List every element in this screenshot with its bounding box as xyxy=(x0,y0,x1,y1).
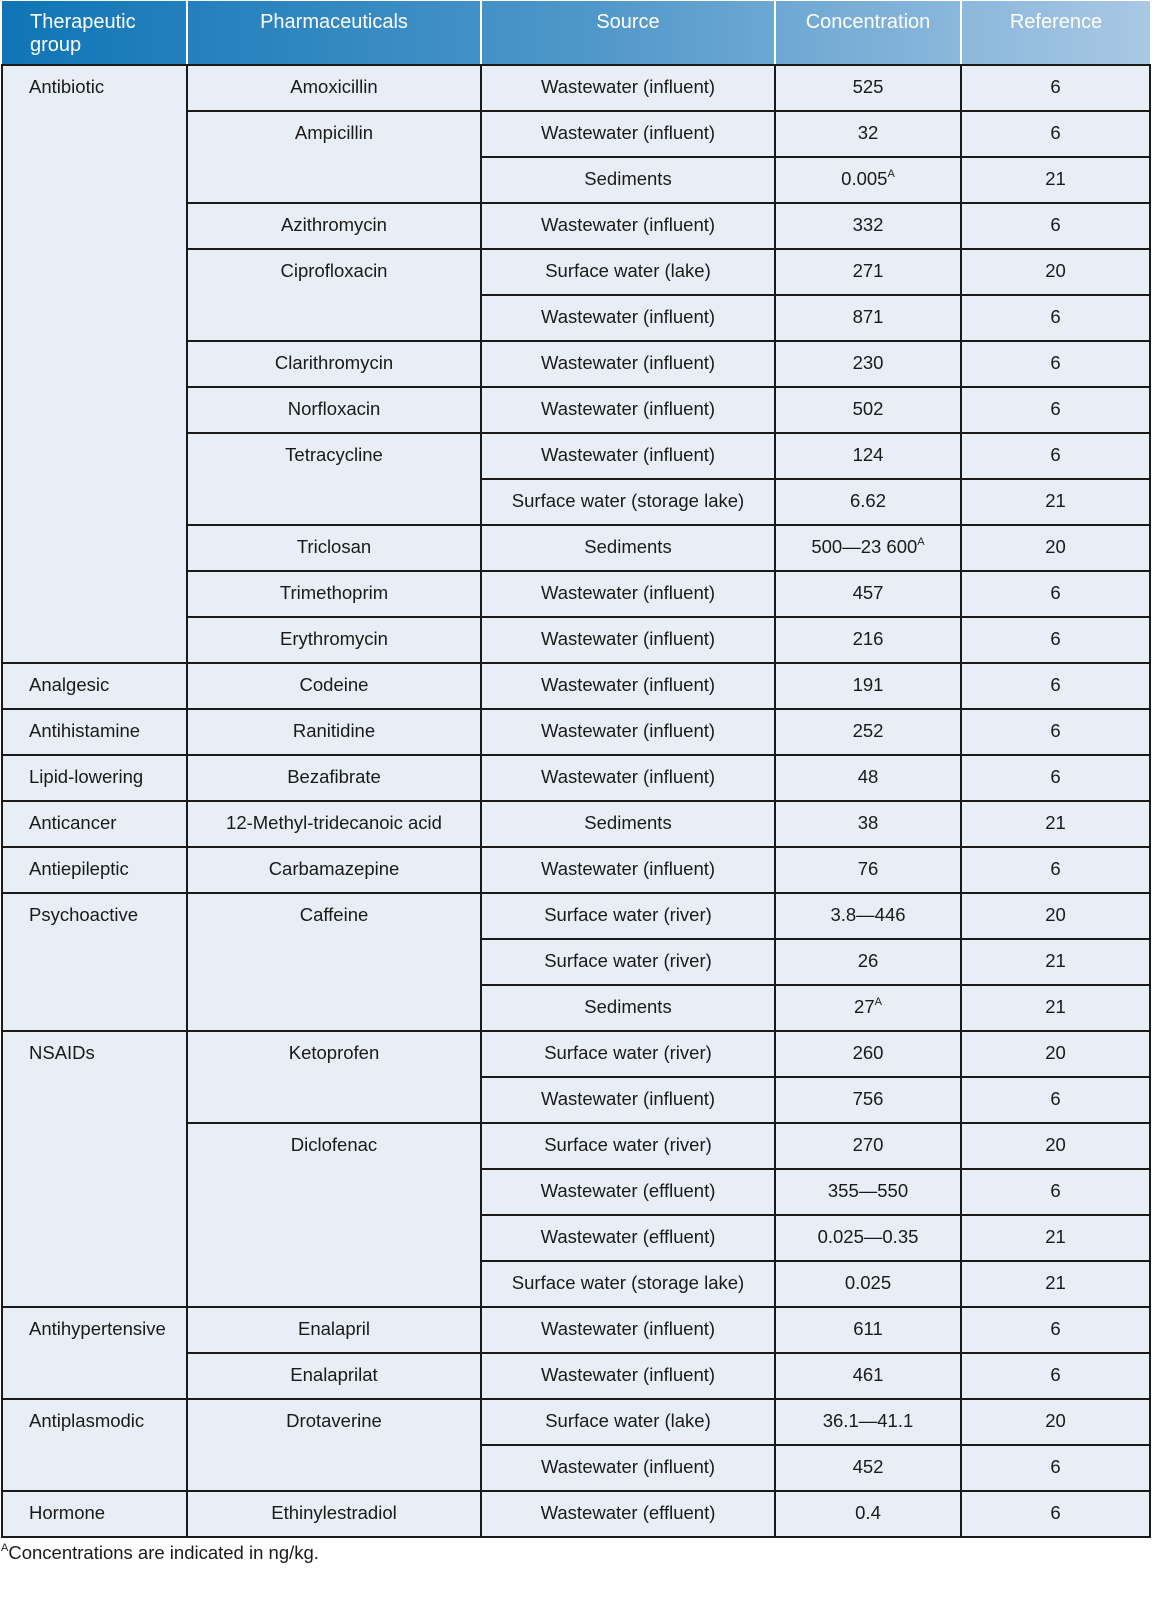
pharmaceutical-cell: Triclosan xyxy=(187,525,481,571)
header-group-line2: group xyxy=(30,34,82,56)
source-cell: Sediments xyxy=(481,157,775,203)
source-cell: Wastewater (influent) xyxy=(481,571,775,617)
source-cell: Wastewater (influent) xyxy=(481,203,775,249)
source-cell: Surface water (lake) xyxy=(481,249,775,295)
concentration-cell: 0.4 xyxy=(775,1491,961,1537)
source-cell: Surface water (storage lake) xyxy=(481,479,775,525)
table-row xyxy=(2,1491,1150,1537)
reference-cell: 21 xyxy=(961,939,1150,985)
pharmaceutical-cell: Ampicillin xyxy=(187,111,481,203)
reference-cell: 6 xyxy=(961,1307,1150,1353)
footnote-marker-sup: A xyxy=(917,536,925,548)
reference-cell: 20 xyxy=(961,525,1150,571)
source-cell: Wastewater (influent) xyxy=(481,65,775,111)
reference-cell: 6 xyxy=(961,847,1150,893)
concentration-cell: 525 xyxy=(775,65,961,111)
source-cell: Sediments xyxy=(481,985,775,1031)
table-row xyxy=(2,755,1150,801)
concentration-cell: 756 xyxy=(775,1077,961,1123)
therapeutic-group-cell: Antihistamine xyxy=(2,709,187,755)
reference-cell: 6 xyxy=(961,387,1150,433)
therapeutic-group-cell: Psychoactive xyxy=(2,893,187,1031)
therapeutic-group-cell: Antibiotic xyxy=(2,65,187,663)
source-cell: Wastewater (influent) xyxy=(481,111,775,157)
pharmaceutical-cell: Drotaverine xyxy=(187,1399,481,1491)
table-row xyxy=(2,893,1150,939)
pharmaceutical-cell: Clarithromycin xyxy=(187,341,481,387)
reference-cell: 21 xyxy=(961,801,1150,847)
pharmaceutical-cell: Ciprofloxacin xyxy=(187,249,481,341)
header-source: Source xyxy=(481,1,775,65)
pharmaceutical-cell: Ketoprofen xyxy=(187,1031,481,1123)
footnote-marker: A xyxy=(1,1542,9,1554)
concentration-cell: 216 xyxy=(775,617,961,663)
concentration-cell: 191 xyxy=(775,663,961,709)
reference-cell: 6 xyxy=(961,1077,1150,1123)
footnote-marker-sup: A xyxy=(887,168,895,180)
therapeutic-group-cell: NSAIDs xyxy=(2,1031,187,1307)
pharmaceutical-cell: Norfloxacin xyxy=(187,387,481,433)
concentration-cell: 260 xyxy=(775,1031,961,1077)
concentration-cell: 0.025—0.35 xyxy=(775,1215,961,1261)
pharmaceutical-cell: Trimethoprim xyxy=(187,571,481,617)
pharmaceutical-cell: Erythromycin xyxy=(187,617,481,663)
reference-cell: 6 xyxy=(961,709,1150,755)
concentration-cell: 500—23 $600^A$ xyxy=(775,525,961,571)
concentration-cell: 452 xyxy=(775,1445,961,1491)
source-cell: Wastewater (influent) xyxy=(481,1353,775,1399)
therapeutic-group-cell: Antihypertensive xyxy=(2,1307,187,1399)
reference-cell: 20 xyxy=(961,1031,1150,1077)
reference-cell: 6 xyxy=(961,433,1150,479)
header-reference: Reference xyxy=(961,1,1150,65)
pharmaceutical-cell: Codeine xyxy=(187,663,481,709)
source-cell: Wastewater (influent) xyxy=(481,847,775,893)
source-cell: Wastewater (effluent) xyxy=(481,1169,775,1215)
pharmaceuticals-table xyxy=(1,1,1151,1538)
reference-cell: 20 xyxy=(961,1399,1150,1445)
table-row xyxy=(2,709,1150,755)
footnote-marker-sup: A xyxy=(874,996,882,1008)
concentration-cell: 0.025 xyxy=(775,1261,961,1307)
therapeutic-group-cell: Antiplasmodic xyxy=(2,1399,187,1491)
reference-cell: 6 xyxy=(961,111,1150,157)
pharmaceutical-cell: Ethinylestradiol xyxy=(187,1491,481,1537)
pharmaceutical-cell: Enalapril xyxy=(187,1307,481,1353)
header-pharmaceuticals: Pharmaceuticals xyxy=(187,1,481,65)
header-concentration: Concentration xyxy=(775,1,961,65)
reference-cell: 6 xyxy=(961,65,1150,111)
pharmaceutical-cell: 12-Methyl-tridecanoic acid xyxy=(187,801,481,847)
pharmaceutical-cell: Tetracycline xyxy=(187,433,481,525)
table-row xyxy=(2,1307,1150,1353)
concentration-cell: 502 xyxy=(775,387,961,433)
reference-cell: 6 xyxy=(961,341,1150,387)
concentration-cell: 6.62 xyxy=(775,479,961,525)
table-row xyxy=(2,801,1150,847)
source-cell: Wastewater (influent) xyxy=(481,1307,775,1353)
table-row xyxy=(2,847,1150,893)
pharmaceutical-cell: Caffeine xyxy=(187,893,481,1031)
concentration-cell: 270 xyxy=(775,1123,961,1169)
source-cell: Wastewater (influent) xyxy=(481,1445,775,1491)
concentration-cell: 48 xyxy=(775,755,961,801)
concentration-cell: 3.8—446 xyxy=(775,893,961,939)
header-therapeutic-group xyxy=(2,1,187,65)
pharmaceutical-cell: Diclofenac xyxy=(187,1123,481,1307)
pharmaceutical-cell: Amoxicillin xyxy=(187,65,481,111)
source-cell: Wastewater (effluent) xyxy=(481,1491,775,1537)
footnote-text: Concentrations are indicated in ng/kg. xyxy=(8,1542,319,1563)
reference-cell: 6 xyxy=(961,1491,1150,1537)
pharmaceutical-cell: Enalaprilat xyxy=(187,1353,481,1399)
source-cell: Wastewater (influent) xyxy=(481,755,775,801)
concentration-cell: 124 xyxy=(775,433,961,479)
reference-cell: 20 xyxy=(961,893,1150,939)
pharmaceutical-cell: Azithromycin xyxy=(187,203,481,249)
concentration-cell: 32 xyxy=(775,111,961,157)
table-row xyxy=(2,1031,1150,1077)
pharmaceutical-cell: Bezafibrate xyxy=(187,755,481,801)
table-row xyxy=(2,65,1150,111)
source-cell: Wastewater (influent) xyxy=(481,433,775,479)
concentration-cell: 611 xyxy=(775,1307,961,1353)
source-cell: Wastewater (influent) xyxy=(481,709,775,755)
concentration-cell: 271 xyxy=(775,249,961,295)
therapeutic-group-cell: Antiepileptic xyxy=(2,847,187,893)
footnote xyxy=(1,1542,319,1564)
source-cell: Wastewater (influent) xyxy=(481,295,775,341)
reference-cell: 21 xyxy=(961,985,1150,1031)
reference-cell: 6 xyxy=(961,203,1150,249)
reference-cell: 20 xyxy=(961,249,1150,295)
table-row xyxy=(2,1399,1150,1445)
source-cell: Wastewater (influent) xyxy=(481,387,775,433)
source-cell: Wastewater (influent) xyxy=(481,341,775,387)
concentration-cell: 332 xyxy=(775,203,961,249)
source-cell: Wastewater (influent) xyxy=(481,1077,775,1123)
header-row xyxy=(2,1,1150,65)
concentration-cell: 252 xyxy=(775,709,961,755)
source-cell: Surface water (river) xyxy=(481,893,775,939)
concentration-cell: 355—550 xyxy=(775,1169,961,1215)
source-cell: Wastewater (influent) xyxy=(481,663,775,709)
reference-cell: 21 xyxy=(961,1215,1150,1261)
concentration-cell: 230 xyxy=(775,341,961,387)
pharmaceutical-cell: Carbamazepine xyxy=(187,847,481,893)
reference-cell: 6 xyxy=(961,1353,1150,1399)
concentration-cell: $27^A$ xyxy=(775,985,961,1031)
concentration-cell: 26 xyxy=(775,939,961,985)
source-cell: Surface water (storage lake) xyxy=(481,1261,775,1307)
source-cell: Wastewater (effluent) xyxy=(481,1215,775,1261)
reference-cell: 6 xyxy=(961,663,1150,709)
reference-cell: 21 xyxy=(961,1261,1150,1307)
reference-cell: 6 xyxy=(961,571,1150,617)
therapeutic-group-cell: Lipid-lowering xyxy=(2,755,187,801)
reference-cell: 6 xyxy=(961,1169,1150,1215)
source-cell: Wastewater (influent) xyxy=(481,617,775,663)
concentration-cell: 38 xyxy=(775,801,961,847)
source-cell: Sediments xyxy=(481,801,775,847)
therapeutic-group-cell: Hormone xyxy=(2,1491,187,1537)
concentration-cell: 461 xyxy=(775,1353,961,1399)
table-body xyxy=(2,65,1150,1537)
reference-cell: 21 xyxy=(961,157,1150,203)
reference-cell: 6 xyxy=(961,755,1150,801)
reference-cell: 6 xyxy=(961,617,1150,663)
source-cell: Surface water (lake) xyxy=(481,1399,775,1445)
source-cell: Surface water (river) xyxy=(481,939,775,985)
source-cell: Surface water (river) xyxy=(481,1031,775,1077)
therapeutic-group-cell: Analgesic xyxy=(2,663,187,709)
concentration-cell: 871 xyxy=(775,295,961,341)
concentration-cell: 457 xyxy=(775,571,961,617)
concentration-cell: 36.1—41.1 xyxy=(775,1399,961,1445)
header-group-line1: Therapeutic xyxy=(30,11,136,33)
pharmaceutical-cell: Ranitidine xyxy=(187,709,481,755)
reference-cell: 20 xyxy=(961,1123,1150,1169)
source-cell: Surface water (river) xyxy=(481,1123,775,1169)
concentration-cell: $0.005^A$ xyxy=(775,157,961,203)
table-row xyxy=(2,663,1150,709)
reference-cell: 6 xyxy=(961,295,1150,341)
source-cell: Sediments xyxy=(481,525,775,571)
concentration-cell: 76 xyxy=(775,847,961,893)
therapeutic-group-cell: Anticancer xyxy=(2,801,187,847)
reference-cell: 21 xyxy=(961,479,1150,525)
reference-cell: 6 xyxy=(961,1445,1150,1491)
